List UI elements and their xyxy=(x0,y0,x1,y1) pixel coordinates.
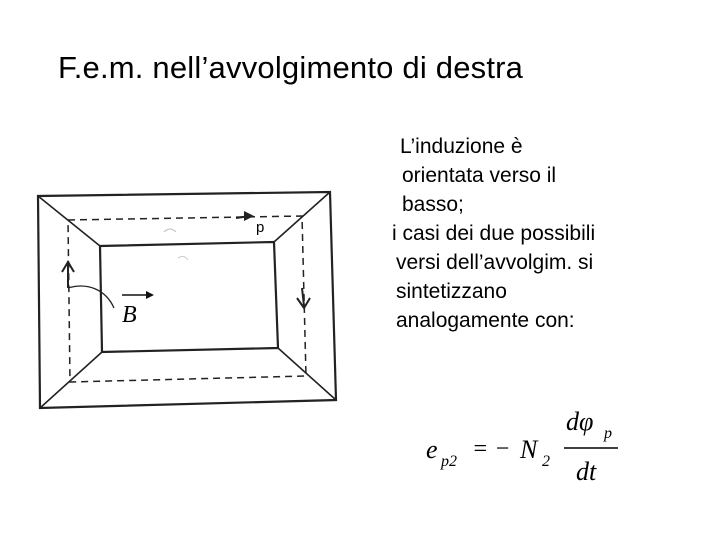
flux-path-dashed xyxy=(68,216,306,382)
outer-frame xyxy=(38,192,336,408)
formula-numerator: dφ xyxy=(566,407,594,436)
slide-title: F.e.m. nell’avvolgimento di destra xyxy=(58,50,524,85)
formula-lhs: e xyxy=(426,435,438,464)
paragraph-cases xyxy=(392,219,696,335)
text-line: basso; xyxy=(402,193,464,216)
paragraph-induction xyxy=(396,132,696,219)
text-line: analogamente con: xyxy=(396,309,575,332)
text-line: orientata verso il xyxy=(402,164,557,187)
text-line: sintetizzano xyxy=(396,280,507,303)
formula-equals: = − xyxy=(472,436,511,462)
formula-lhs-sub: p2 xyxy=(441,453,457,470)
coil-sketch xyxy=(18,178,348,414)
corner-lines xyxy=(38,192,336,408)
formula-denominator: dt xyxy=(576,457,597,486)
formula-numerator-sub: p xyxy=(604,425,612,442)
formula xyxy=(422,398,632,490)
vector-b-label: B xyxy=(122,302,137,328)
text-line: i casi dei due possibili xyxy=(392,222,596,245)
formula-coef-sub: 2 xyxy=(542,453,550,470)
formula-coef: N xyxy=(520,435,538,464)
text-line: versi dell’avvolgim. si xyxy=(396,251,594,274)
leader-line xyxy=(68,286,114,308)
text-block xyxy=(392,132,696,335)
label-p: p xyxy=(256,219,265,236)
flux-arrow-left xyxy=(62,262,74,288)
inner-window xyxy=(100,242,278,352)
flux-arrow-right xyxy=(297,288,310,308)
text-line: L’induzione è xyxy=(400,135,523,158)
